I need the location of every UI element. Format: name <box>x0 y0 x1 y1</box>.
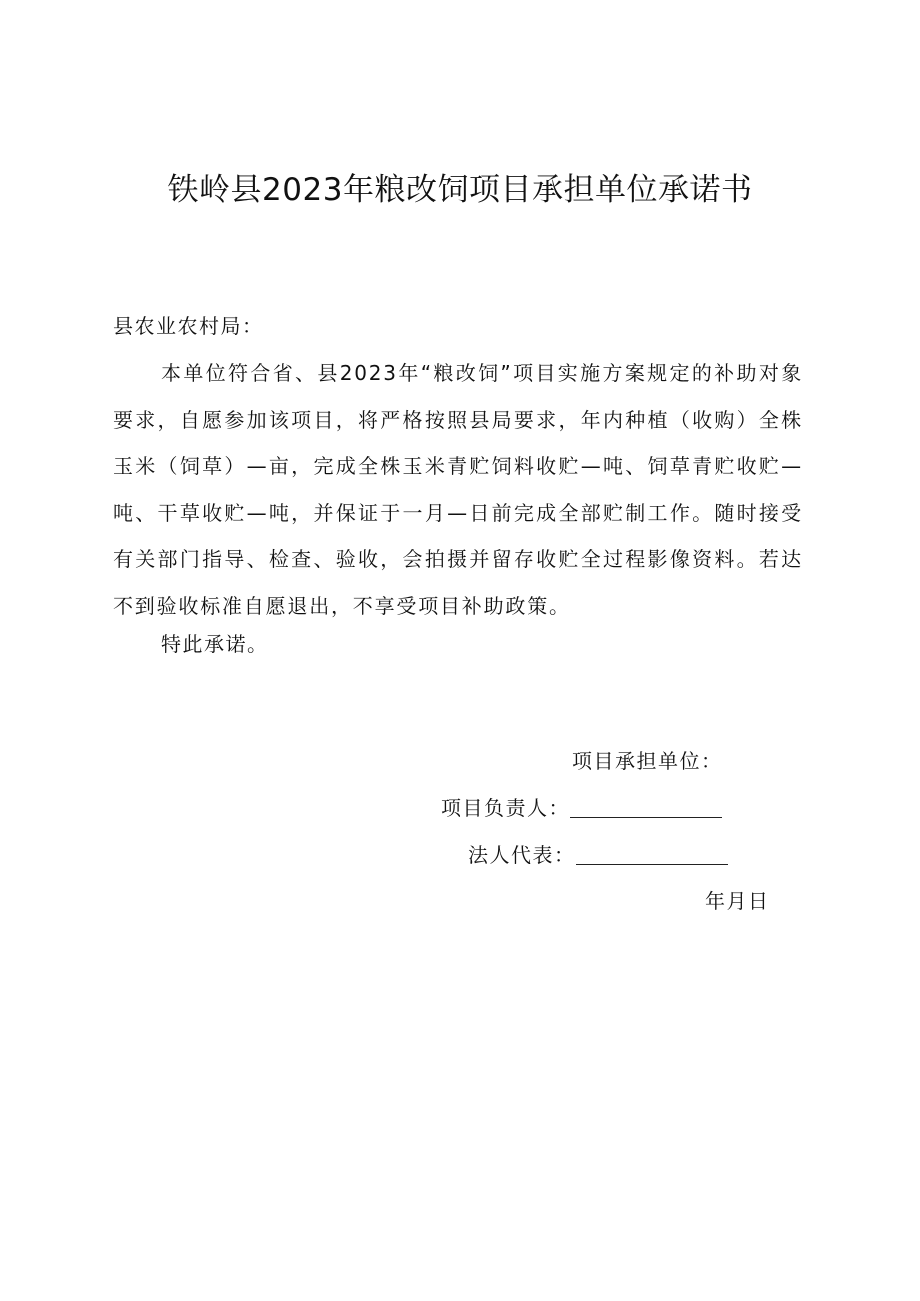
signature-legal-rep-row <box>468 839 728 871</box>
signature-leader-row <box>441 792 722 824</box>
signature-date: 年月日 <box>705 889 770 913</box>
closing-statement: 特此承诺。 <box>161 632 269 656</box>
unit-label: 项目承担单位： <box>572 749 723 773</box>
document-title: 铁岭县2023年粮改饲项目承担单位承诺书 <box>167 172 753 208</box>
salutation: 县农业农村局： <box>113 314 264 338</box>
leader-label: 项目负责人： <box>441 796 570 820</box>
legal-rep-signature-line <box>576 842 728 865</box>
legal-rep-label: 法人代表： <box>468 843 576 867</box>
leader-signature-line <box>570 795 722 818</box>
commitment-body: 本单位符合省、县2023年“粮改饲”项目实施方案规定的补助对象要求，自愿参加该项目，将严格按照县局要求，年内种植（收购）全株玉米（饲草）—亩，完成全株玉米青贮饲料收贮—吨、饲草青贮收贮—吨、干草收贮—吨，并保证于一月—日前完成全部贮制工作。随时接受有关部门指导、检查、验收，会拍摄并留存收贮全过程影像资料。若达不到验收标准自愿退出，不享受项目补助政策。 <box>113 361 803 618</box>
signature-unit-row <box>572 745 723 777</box>
